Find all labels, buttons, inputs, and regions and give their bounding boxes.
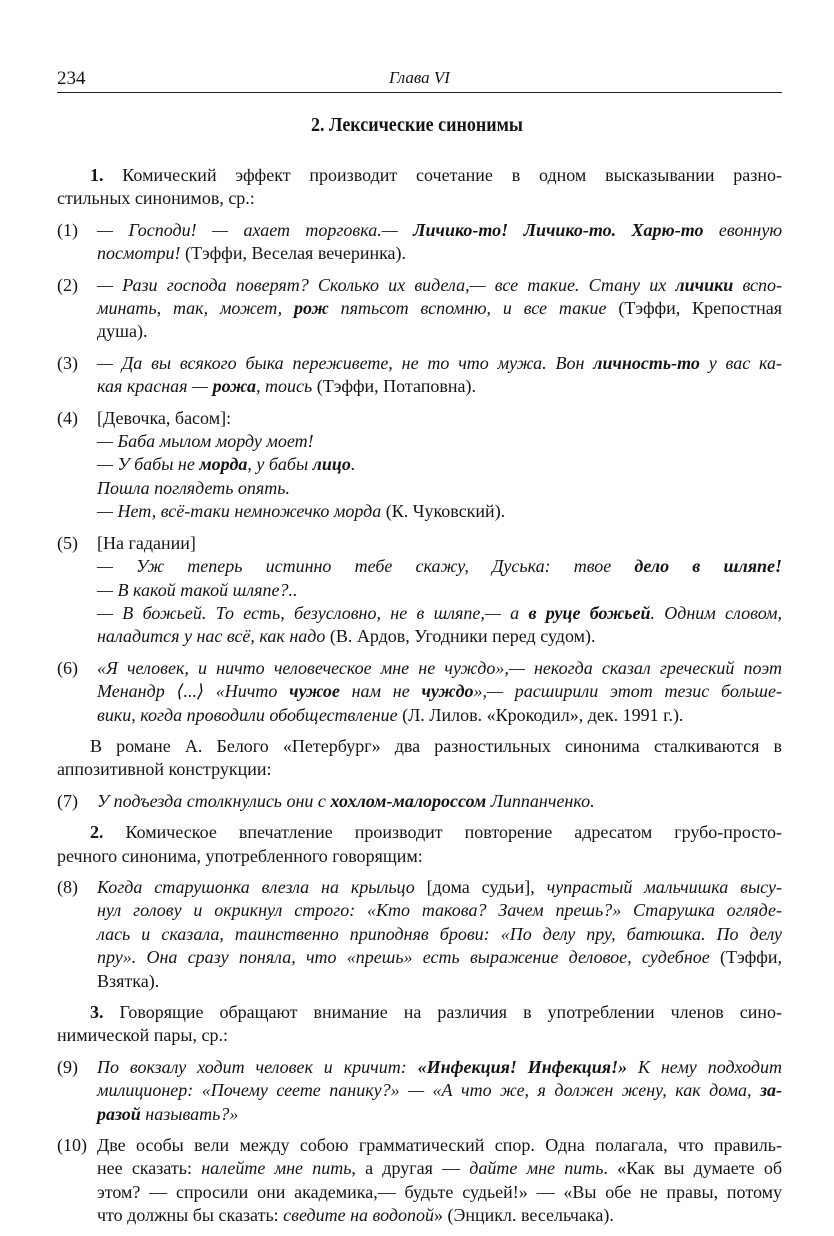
- point-number: 3.: [90, 1002, 120, 1022]
- page-header: [57, 62, 782, 93]
- text-line: [97, 1056, 782, 1079]
- text-run: вики, когда проводили обобществление: [97, 704, 398, 725]
- text-line: [97, 625, 782, 648]
- text-run: Пошла поглядеть опять.: [97, 477, 290, 498]
- text-run: (Тэффи, Крепостная: [606, 298, 782, 319]
- text-line: [57, 758, 782, 781]
- text-run: разой: [97, 1103, 141, 1124]
- text-run: «Инфекция! Инфекция!»: [417, 1056, 628, 1077]
- example-number: (4): [57, 407, 78, 428]
- example-number: (8): [57, 876, 78, 897]
- text-run: — Рази господа поверят? Сколько их видела,— все такие. Стану их: [97, 274, 676, 295]
- text-run: — В божьей. То есть, безусловно, не в шляпе,— а: [97, 602, 529, 623]
- text-run: — Уж теперь истинно тебе скажу, Дуська: твое: [97, 556, 635, 577]
- text-run: » (Энцикл. весельчака).: [433, 1205, 614, 1226]
- text-run: Липпанченко.: [486, 790, 595, 811]
- text-run: — Да вы всякого быка переживете, не то что мужа. Вон: [97, 352, 594, 373]
- text-run: — Нет, всё-таки немножечко морда: [97, 501, 382, 522]
- text-line: [97, 970, 782, 993]
- text-run: (Тэффи,: [709, 947, 782, 968]
- text-line: [97, 352, 782, 375]
- text-run: (Тэффи, Веселая вечеринка).: [180, 243, 407, 264]
- text-line: [57, 1024, 782, 1047]
- text-run: [На гадании]: [97, 532, 196, 553]
- text-run: Две особы вели между собою грамматический спор. Одна полагала, что правиль-: [97, 1135, 782, 1156]
- text-line: [97, 532, 782, 555]
- text-run: . Одним словом,: [650, 602, 782, 623]
- text-run: Когда старушонка влезла на крыльцо: [97, 876, 415, 897]
- text-line: [97, 899, 782, 922]
- text-run: личность-то: [593, 352, 700, 373]
- text-line: [90, 735, 782, 758]
- text-line: [97, 407, 782, 430]
- text-line: [97, 297, 782, 320]
- text-line: [97, 602, 782, 625]
- text-run: лась и сказала, таинственно приподняв брови: «По делу пру, батюшка. По делу: [97, 923, 782, 944]
- paragraph: [57, 1001, 782, 1048]
- example-number: (5): [57, 532, 78, 553]
- example-item: [57, 407, 782, 524]
- text-line: [97, 500, 782, 523]
- text-run: чуждо: [421, 681, 474, 702]
- point-number: 1.: [90, 165, 123, 185]
- text-run: за-: [759, 1080, 782, 1101]
- text-line: [97, 1181, 782, 1204]
- text-run: »,— расширили этот тезис больше-: [473, 681, 782, 702]
- text-run: По вокзалу ходит человек и кричит:: [97, 1056, 418, 1077]
- text-run: (Тэффи, Потаповна).: [312, 376, 477, 397]
- text-line: [97, 274, 782, 297]
- text-run: нам не: [339, 681, 422, 702]
- text-run: у вас ка-: [699, 352, 782, 373]
- text-run: рож: [294, 298, 329, 319]
- example-item: [57, 352, 782, 399]
- text-run: К нему подходит: [627, 1056, 782, 1077]
- text-run: Взятка).: [97, 970, 160, 991]
- text-run: дело в шляпе!: [634, 556, 782, 577]
- text-run: посмотри!: [97, 243, 181, 264]
- example-number: (7): [57, 790, 78, 811]
- text-run: аппозитивной конструкции:: [57, 759, 272, 780]
- running-title: Глава VI: [389, 68, 450, 87]
- example-item: [57, 657, 782, 727]
- text-line: [97, 430, 782, 453]
- text-line: [97, 477, 782, 500]
- page-body: [57, 162, 782, 1236]
- example-item: [57, 532, 782, 649]
- text-run: Говорящие обращают внимание на различия в употреблении членов сино-: [119, 1002, 782, 1022]
- text-run: (Л. Лилов. «Крокодил», дек. 1991 г.).: [397, 704, 684, 725]
- example-number: (1): [57, 219, 78, 240]
- text-line: [97, 1134, 782, 1157]
- text-run: пру». Она сразу поняла, что «прешь» есть выражение деловое, судебное: [97, 947, 710, 968]
- text-line: [97, 923, 782, 946]
- example-item: [57, 876, 782, 993]
- example-item: [57, 219, 782, 266]
- example-number: (10): [57, 1135, 87, 1156]
- text-line: [97, 375, 782, 398]
- example-number: (2): [57, 274, 78, 295]
- text-run: дайте мне пить: [469, 1158, 604, 1179]
- text-run: пятьсот вспомню, и все такие: [328, 298, 607, 319]
- text-line: [97, 657, 782, 680]
- text-line: [90, 1001, 782, 1024]
- example-item: [57, 790, 782, 813]
- text-run: нимической пары, ср.:: [57, 1025, 228, 1046]
- text-run: Комическое впечатление производит повторение адресатом грубо-просто-: [125, 822, 782, 843]
- text-run: речного синонима, употребленного говорящим:: [57, 845, 423, 866]
- text-run: налейте мне пить: [201, 1158, 352, 1179]
- example-number: (3): [57, 352, 78, 373]
- text-run: — Господи! — ахает торговка.—: [97, 219, 414, 240]
- text-run: нее сказать:: [97, 1158, 202, 1179]
- text-run: (К. Чуковский).: [381, 501, 506, 522]
- text-run: этом? — спросили они академика,— будьте судьей!» — «Вы обе не правы, потому: [97, 1181, 782, 1202]
- example-item: [57, 1056, 782, 1126]
- text-line: [57, 187, 782, 210]
- text-line: [97, 1103, 782, 1126]
- text-run: морда: [199, 454, 248, 475]
- text-run: сведите на водопой: [283, 1205, 434, 1226]
- text-run: [дома судьи],: [414, 876, 547, 897]
- text-run: У подъезда столкнулись они с: [97, 790, 331, 811]
- text-run: евонную: [703, 219, 783, 240]
- point-number: 2.: [90, 822, 126, 843]
- text-line: [57, 845, 782, 868]
- text-line: [97, 453, 782, 476]
- text-run: Комический эффект производит сочетание в одном высказывании разно-: [122, 165, 783, 185]
- text-run: называть?»: [140, 1103, 239, 1124]
- text-line: [97, 1079, 782, 1102]
- example-number: (9): [57, 1056, 78, 1077]
- text-run: . «Как вы думаете об: [603, 1158, 782, 1179]
- text-line: [97, 680, 782, 703]
- text-run: в руце божьей: [528, 602, 651, 623]
- text-run: — Баба мылом морду моет!: [97, 431, 314, 452]
- text-line: [90, 164, 782, 187]
- paragraph: [57, 735, 782, 782]
- example-item: [57, 274, 782, 344]
- text-line: [97, 579, 782, 602]
- text-line: [97, 242, 782, 265]
- text-run: Личико-то! Личико-то. Харю-то: [413, 219, 704, 240]
- text-run: наладится у нас всё, как надо: [97, 626, 326, 647]
- example-number: (6): [57, 657, 78, 678]
- text-line: [97, 1204, 782, 1227]
- text-line: [90, 821, 782, 844]
- text-run: душа).: [97, 321, 148, 342]
- text-line: [97, 219, 782, 242]
- text-line: [97, 876, 782, 899]
- section-title: 2. Лексические синонимы: [311, 114, 523, 136]
- text-run: хохлом-малороссом: [330, 790, 487, 811]
- text-run: личики: [675, 274, 734, 295]
- example-item: [57, 1134, 782, 1228]
- text-run: что должны бы сказать:: [97, 1205, 284, 1226]
- text-run: , тоись: [256, 376, 313, 397]
- text-run: (В. Ардов, Угодники перед судом).: [325, 626, 596, 647]
- text-run: [Девочка, басом]:: [97, 407, 232, 428]
- text-line: [97, 790, 782, 813]
- text-run: , у бабы: [247, 454, 313, 475]
- text-run: рожа: [212, 376, 257, 397]
- paragraph: [57, 821, 782, 868]
- text-run: чужое: [289, 681, 340, 702]
- text-run: «Я человек, и ничто человеческое мне не чуждо»,— некогда сказал греческий поэт: [97, 657, 782, 678]
- page-number: 234: [57, 68, 86, 89]
- text-run: Менандр ⟨...⟩ «Ничто: [97, 681, 290, 702]
- text-line: [97, 320, 782, 343]
- text-run: чупрастый мальчишка высу-: [546, 876, 782, 897]
- text-run: нул голову и окрикнул строго: «Кто такова? Зачем прешь?» Старушка огляде-: [97, 900, 782, 921]
- text-run: лицо: [312, 454, 351, 475]
- text-run: кая красная —: [97, 376, 213, 397]
- text-line: [97, 1157, 782, 1180]
- text-run: В романе А. Белого «Петербург» два разностильных синонима сталкиваются в: [90, 735, 782, 756]
- text-run: милиционер: «Почему сеете панику?» — «А что же, я должен жену, как дома,: [97, 1080, 760, 1101]
- text-run: минать, так, может,: [97, 298, 295, 319]
- text-line: [97, 946, 782, 969]
- text-run: .: [350, 454, 356, 475]
- text-line: [97, 555, 782, 578]
- text-run: , а другая —: [351, 1158, 470, 1179]
- paragraph: [57, 164, 782, 211]
- text-run: — В какой такой шляпе?..: [97, 579, 298, 600]
- text-run: — У бабы не: [97, 454, 200, 475]
- text-line: [97, 704, 782, 727]
- text-run: стильных синонимов, ср.:: [57, 188, 255, 209]
- text-run: вспо-: [733, 274, 783, 295]
